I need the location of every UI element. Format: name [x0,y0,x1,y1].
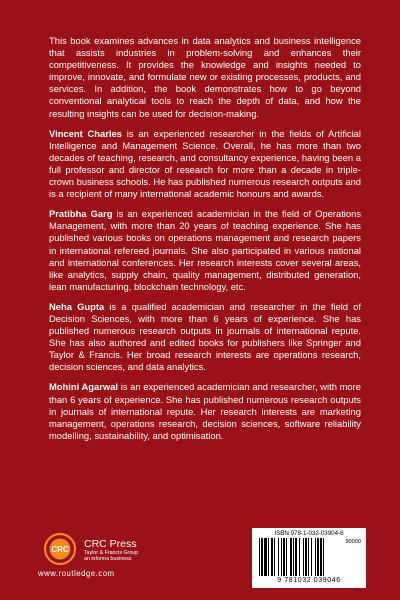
publisher-tagline: an informa business [84,556,132,562]
isbn-barcode [252,528,366,588]
barcode-bar [323,538,324,576]
publisher-text [84,539,138,562]
author-bio-vincent-charles [49,128,361,201]
barcode-bar [295,538,297,576]
barcode-bar [303,538,304,576]
author-bio-neha-gupta [49,301,361,374]
barcode-bar [320,538,322,576]
barcode-bar [261,538,263,576]
barcode-bar [305,538,307,576]
publisher-name: CRC Press [84,538,137,550]
barcode-bar [268,538,269,576]
barcode-bar [274,538,275,576]
logo-letters: CRC [51,545,69,554]
barcode-bar [311,538,312,576]
barcode-bar [271,538,273,576]
barcode-bar [293,538,294,576]
author-name: Neha Gupta [49,300,105,312]
cover-text-block [49,35,361,450]
author-bio-mohini-agarwal [49,381,361,441]
barcode-bar [264,538,267,576]
author-bio-text: is an experienced academician in the field of Operations Management, with more than 20 years of teaching experience. She has published various books on operations management and research papers in international refereed journals. She also participated in various national and international conferences. Her research interests cover several areas, like analytics, supply chain, quality management, distributed generation, lean manufacturing, blockchain technology, etc. [49,208,362,292]
barcode-bar [286,538,287,576]
author-name: Mohini Agarwal [49,381,119,393]
barcode-bars [258,538,342,576]
author-bio-text: is a qualified academician and researcher in the field of Decision Sciences, with more than 6 years of experience. She has published numerous research outputs in journals of international repute. She has also authored and edited books for publishers like Springer and Taylor & Francis. Her broad research interests are operations research, decision sciences, and data analytics. [49,300,361,373]
barcode-bar [317,538,319,576]
barcode-number: 9 781032 039046 [277,577,341,584]
author-bio-text: is an experienced academician and researcher, with more than 6 years of experience. She has published numerous research outputs in journals of international repute. Her research interests are marketing management, operations research, decision sciences, software reliability modelling, sustainability, and optimisation. [49,381,361,441]
barcode-bar [290,538,292,576]
barcode-bar [281,538,282,576]
intro-paragraph: This book examines advances in data analytics and business intelligence that assists industries in problem-solving and enhances their competitiveness. It provides the knowledge and insights needed to improve, innovate, and formulate new or existing processes, products, and services. In addition, the book demonstrates how to go beyond conventional analytical tools to reach the depth of data, and how the resulting insights can be used for decision-making. [49,35,361,119]
crc-press-logo [38,532,90,566]
author-bio-text: is an experienced researcher in the fields of Artificial Intelligence and Management Science. Overall, he has more than two decades of teaching, research, and consultancy experience, having been a full professor and director of research for more than a decade in triple-crown business schools. He has published numerous research outputs and is a recipient of many international academic honours and awards. [49,127,361,200]
price-code: 90000 [345,539,361,545]
author-name: Vincent Charles [49,127,122,139]
isbn-text: ISBN 978-1-032-03904-6 [274,530,344,537]
barcode-bar [299,538,300,576]
barcode-bar [315,538,316,576]
publisher-group: Taylor & Francis Group [84,550,139,556]
barcode-bar [278,538,279,576]
publisher-website-link[interactable]: www.routledge.com [38,569,115,578]
barcode-bar [308,538,309,576]
author-name: Pratibha Garg [49,208,113,220]
author-bio-pratibha-garg [49,208,361,293]
barcode-bar [283,538,285,576]
barcode-bar [259,538,260,576]
cover-footer [38,528,368,588]
